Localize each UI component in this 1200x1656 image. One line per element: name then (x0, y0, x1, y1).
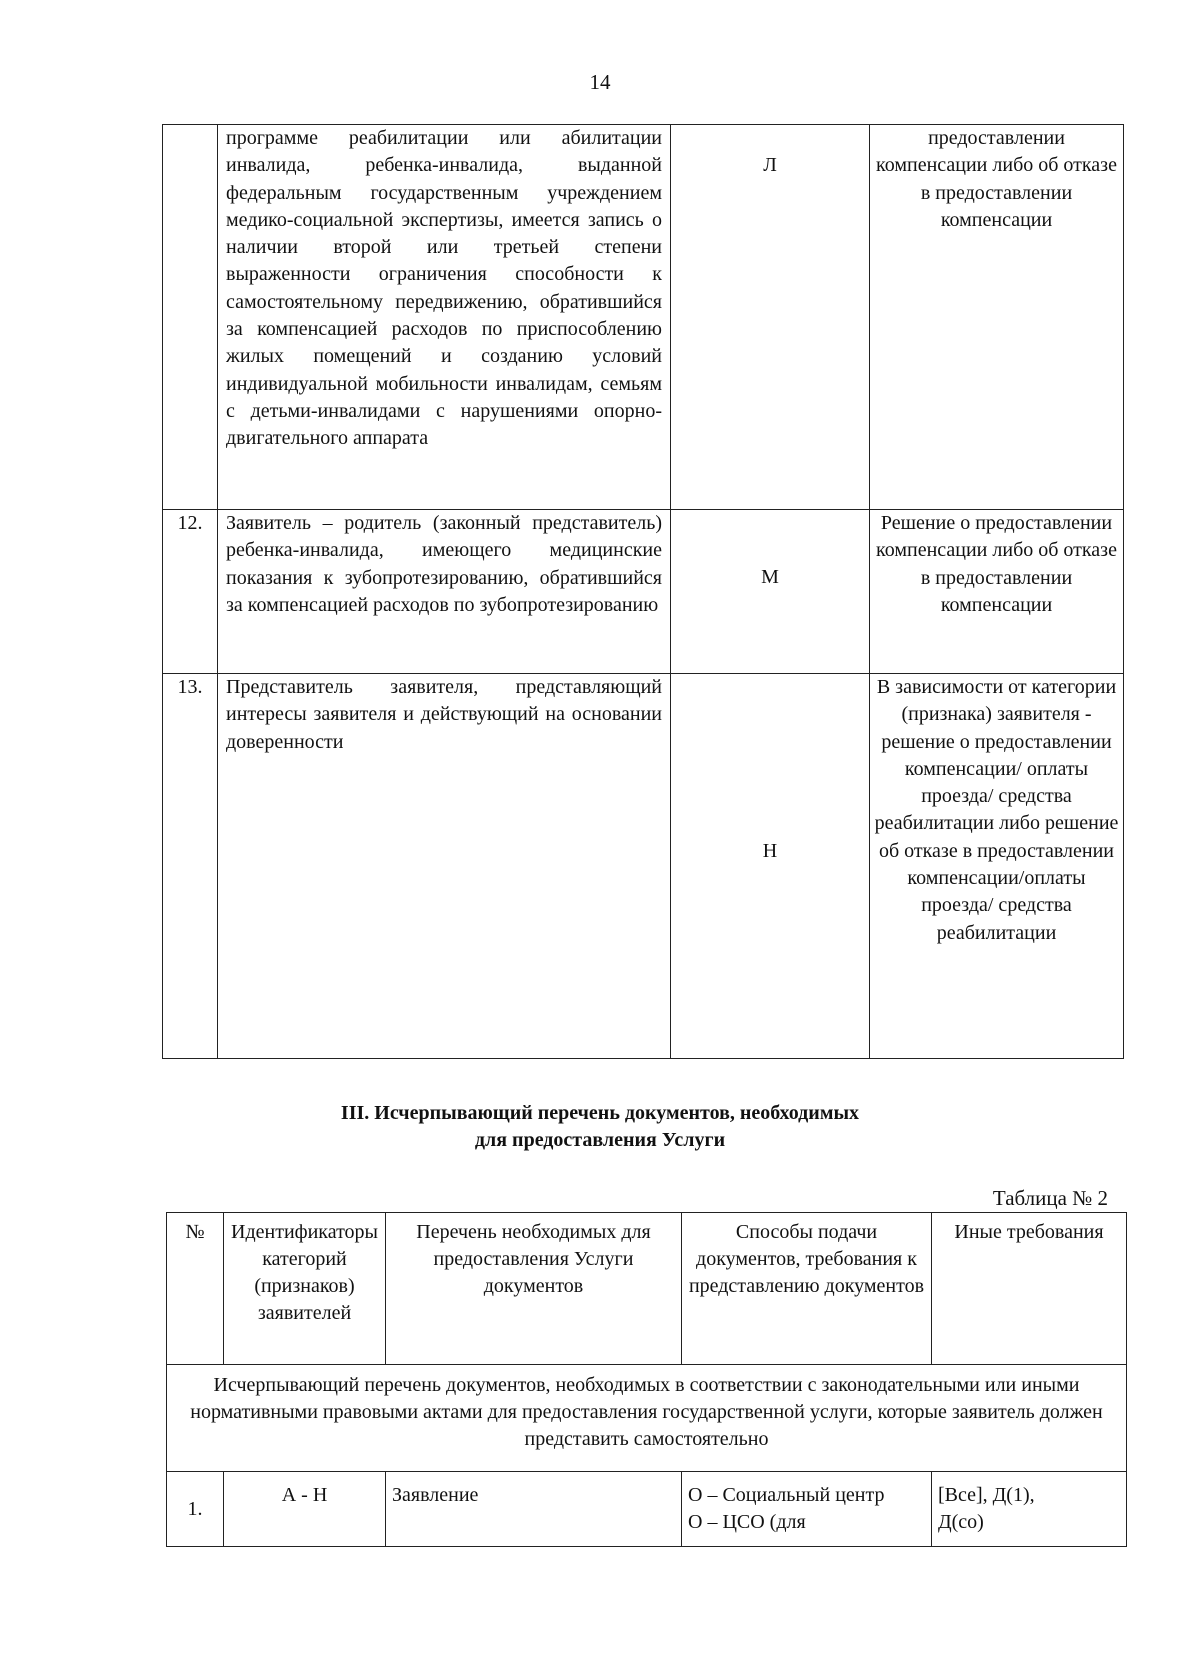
service-result: Решение о предоставлении компенсации либо об отказе в предоставлении компенсации (870, 510, 1124, 674)
applicant-description: Представитель заявителя, представляющий интересы заявителя и действующий на основании доверенности (218, 674, 671, 1059)
service-result: предоставлении компенсации либо об отказе в предоставлении компенсации (870, 125, 1124, 510)
table-row (167, 1472, 1127, 1547)
requirement-line: Д(со) (938, 1511, 984, 1533)
category-code: М (671, 510, 870, 674)
submission-way: О – Социальный центр (688, 1484, 885, 1506)
section-heading (0, 1100, 1200, 1154)
row-number (163, 125, 218, 510)
category-code: Л (671, 125, 870, 510)
header-identifiers: Идентификаторы категорий (признаков) заявителей (224, 1213, 386, 1365)
row-number: 1. (167, 1472, 224, 1547)
document-name: Заявление (386, 1472, 682, 1547)
category-identifiers: А - Н (224, 1472, 386, 1547)
requirement-line: [Все], Д(1), (938, 1484, 1035, 1506)
row-number: 12. (163, 510, 218, 674)
applicant-description: программе реабилитации или абилитации инвалида, ребенка-инвалида, выданной федеральным государственным учреждением медико-социальной экспертизы, имеется запись о наличии второй или третьей степени выраженности ограничения способности к самостоятельному передвижению, обратившийся за компенсацией расходов по приспособлению жилых помещений и созданию условий индивидуальной мобильности инвалидам, семьям с детьми-инвалидами с нарушениями опорно-двигательного аппарата (218, 125, 671, 510)
category-code: Н (671, 674, 870, 1059)
applicant-description: Заявитель – родитель (законный представитель) ребенка-инвалида, имеющего медицинские показания к зубопротезированию, обратившийся за компенсацией расходов по зубопротезированию (218, 510, 671, 674)
table-row (163, 125, 1124, 510)
table-section-row (167, 1365, 1127, 1472)
header-submission-ways: Способы подачи документов, требования к представлению документов (682, 1213, 932, 1365)
submission-ways (682, 1472, 932, 1547)
table-row (163, 674, 1124, 1059)
section-heading-line1: III. Исчерпывающий перечень документов, необходимых (340, 1102, 860, 1124)
table-header-row (167, 1213, 1127, 1365)
other-requirements (932, 1472, 1127, 1547)
header-documents: Перечень необходимых для предоставления Услуги документов (386, 1213, 682, 1365)
service-result: В зависимости от категории (признака) заявителя - решение о предоставлении компенсации/ оплаты проезда/ средства реабилитации либо решение об отказе в предоставлении компенсации/оплаты проезда/ средства реабилитации (870, 674, 1124, 1059)
page-number: 14 (589, 70, 611, 94)
documents-table (166, 1212, 1127, 1547)
table-label: Таблица № 2 (992, 1186, 1108, 1210)
header-number: № (167, 1213, 224, 1365)
section-heading-line2: для предоставления Услуги (474, 1129, 726, 1151)
header-other-requirements: Иные требования (932, 1213, 1127, 1365)
submission-way: О – ЦСО (для (688, 1511, 806, 1533)
table-row (163, 510, 1124, 674)
row-number: 13. (163, 674, 218, 1059)
categories-table-continuation (162, 124, 1124, 1059)
section-description: Исчерпывающий перечень документов, необходимых в соответствии с законодательными или иными нормативными правовыми актами для предоставления государственной услуги, которые заявитель должен представить самостоятельно (167, 1365, 1127, 1472)
